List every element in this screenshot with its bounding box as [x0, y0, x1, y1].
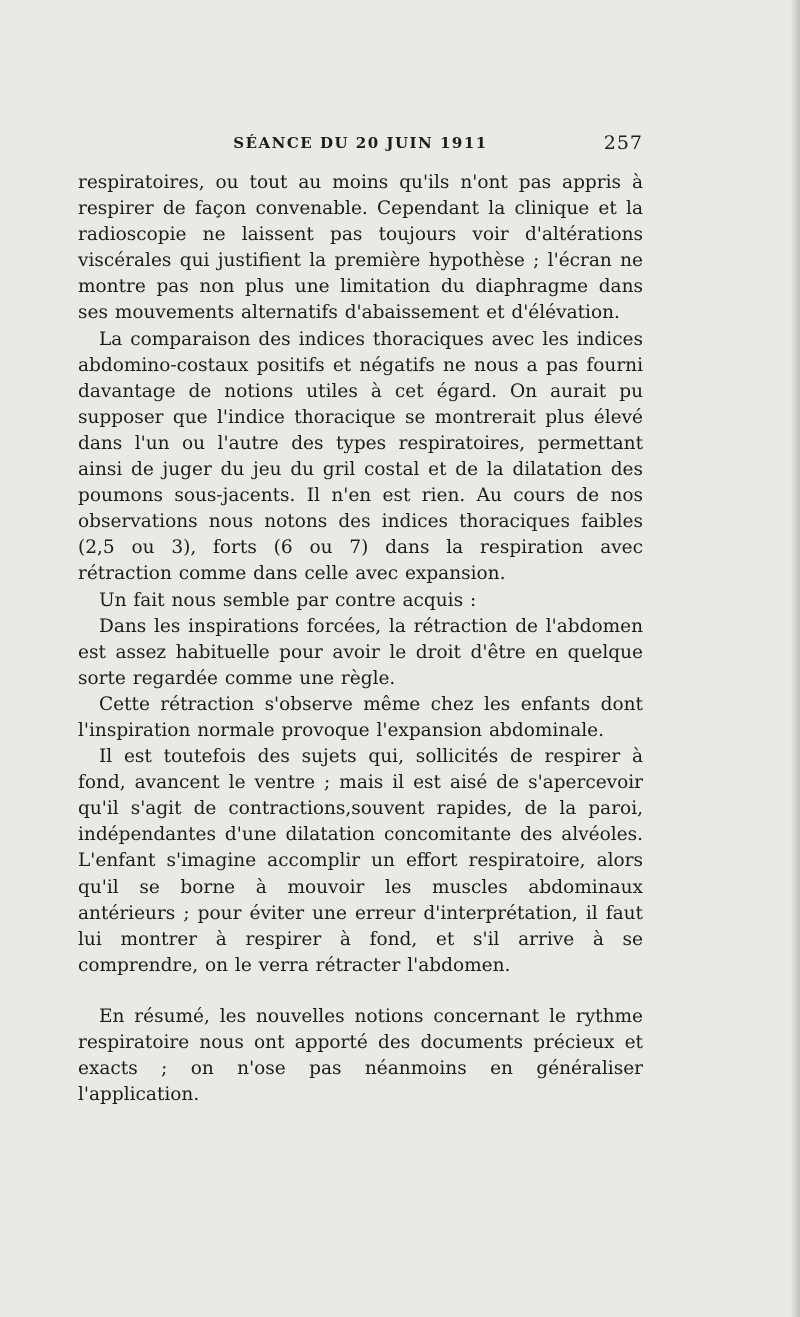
page-number: 257	[603, 132, 643, 154]
paragraph-inspirations-forcees: Dans les inspirations forcées, la rétraction de l'abdomen est assez habituelle pour avoir le droit d'être en quelque sorte regardée comme une règle.	[78, 615, 643, 689]
paragraph-comparison: La comparaison des indices thoraciques avec les indices abdomino-costaux positifs et négatifs ne nous a pas fourni davantage de notions utiles à cet égard. On aurait pu supposer que l'indice thoracique se montrerait plus élevé dans l'un ou l'autre des types respiratoires, permettant ainsi de juger du jeu du gril costal et de la dilatation des poumons sous-jacents. Il n'en est rien. Au cours de nos observations nous notons des indices thoraciques faibles (2,5 ou 3), forts (6 ou 7) dans la respiration avec rétraction comme dans celle avec expansion.	[78, 328, 643, 585]
paragraph-continuation: respiratoires, ou tout au moins qu'ils n'ont pas appris à respirer de façon convenable. Cependant la clinique et la radioscopie ne laissent pas toujours voir d'altérations viscérales qui justifient la première hypothèse ; l'écran ne montre pas non plus une limitation du diaphragme dans ses mouvements alternatifs d'abaissement et d'élévation.	[78, 172, 643, 324]
page-edge-shadow	[790, 0, 800, 1317]
body-text	[78, 170, 643, 979]
paragraph-resume: En résumé, les nouvelles notions concernant le rythme respiratoire nous ont apporté des documents précieux et exacts ; on n'ose pas néanmoins en généraliser l'application.	[78, 1006, 643, 1106]
summary-section	[78, 1004, 643, 1108]
running-title: SÉANCE DU 20 JUIN 1911	[233, 134, 488, 152]
paragraph-fait-acquis: Un fait nous semble par contre acquis :	[99, 589, 477, 611]
paragraph-sujets-avancent: Il est toutefois des sujets qui, sollicités de respirer à fond, avancent le ventre ; mais il est aisé de s'apercevoir qu'il s'agit de contractions,souvent rapides, de la paroi, indépendantes d'une dilatation concomitante des alvéoles. L'enfant s'imagine accomplir un effort respiratoire, alors qu'il se borne à mouvoir les muscles abdominaux antérieurs ; pour éviter une erreur d'interprétation, il faut lui montrer à respirer à fond, et s'il arrive à se comprendre, on le verra rétracter l'abdomen.	[78, 746, 643, 976]
paragraph-retraction-enfants: Cette rétraction s'observe même chez les enfants dont l'inspiration normale provoque l'expansion abdominale.	[78, 693, 643, 741]
page-header	[78, 134, 643, 158]
